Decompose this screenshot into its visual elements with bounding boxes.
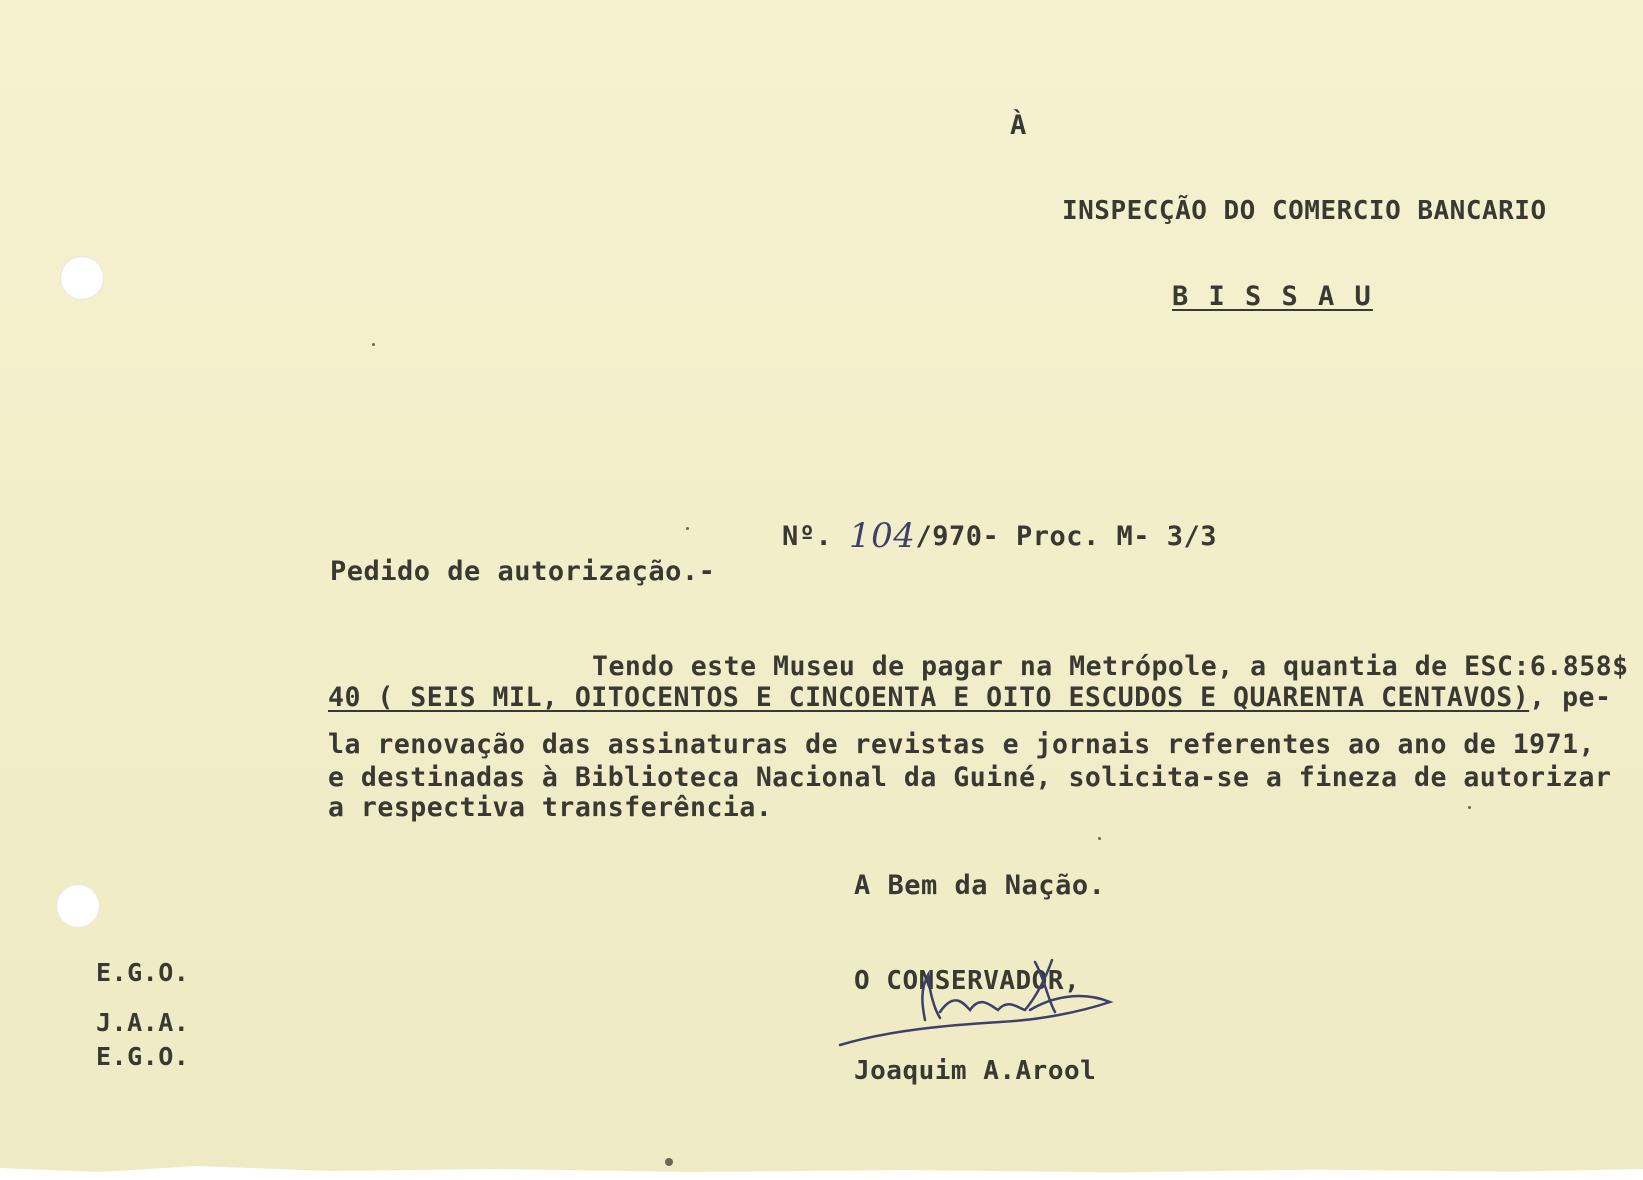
city: B I S S A U [1172,281,1373,312]
ink-speck [1098,837,1101,840]
punch-hole-top [60,256,104,300]
body-line-5: a respectiva transferência. [328,792,773,823]
body-line-4: e destinadas à Biblioteca Nacional da Guiné, solicita-se a fineza de autorizar [328,762,1612,793]
punch-hole-bottom [56,884,100,928]
initials-3: E.G.O. [96,1042,190,1071]
handwritten-signature [830,950,1130,1060]
body-line-2-rest: , pe- [1529,682,1612,713]
reference-suffix: /970- Proc. M- 3/3 [915,521,1218,552]
signatory-name: Joaquim A.Arool [854,1056,1097,1086]
ink-speck [665,1158,673,1166]
ink-speck [686,527,689,530]
address-to: À [1010,110,1027,141]
initials-1: E.G.O. [96,958,190,987]
reference-line [782,514,1217,554]
body-line-1: Tendo este Museu de pagar na Metrópole, a quantia de ESC:6.858$ [592,651,1629,682]
signatory-title: O CONSERVADOR, [854,966,1081,996]
subject: Pedido de autorização.- [330,556,716,587]
reference-number: 104 [849,516,916,556]
reference-prefix: Nº. [782,521,833,552]
initials-2: J.A.A. [96,1008,190,1037]
ink-speck [1468,806,1471,809]
amount-in-words: 40 ( SEIS MIL, OITOCENTOS E CINCOENTA E OITO ESCUDOS E QUARENTA CENTAVOS) [328,682,1530,713]
closing: A Bem da Nação. [854,870,1106,901]
torn-bottom-edge [0,1160,1643,1180]
ink-speck [372,343,375,346]
recipient: INSPECÇÃO DO COMERCIO BANCARIO [1062,196,1547,226]
body-line-3: la renovação das assinaturas de revistas e jornais referentes ao ano de 1971, [328,729,1595,760]
body-line-2 [328,682,1611,713]
